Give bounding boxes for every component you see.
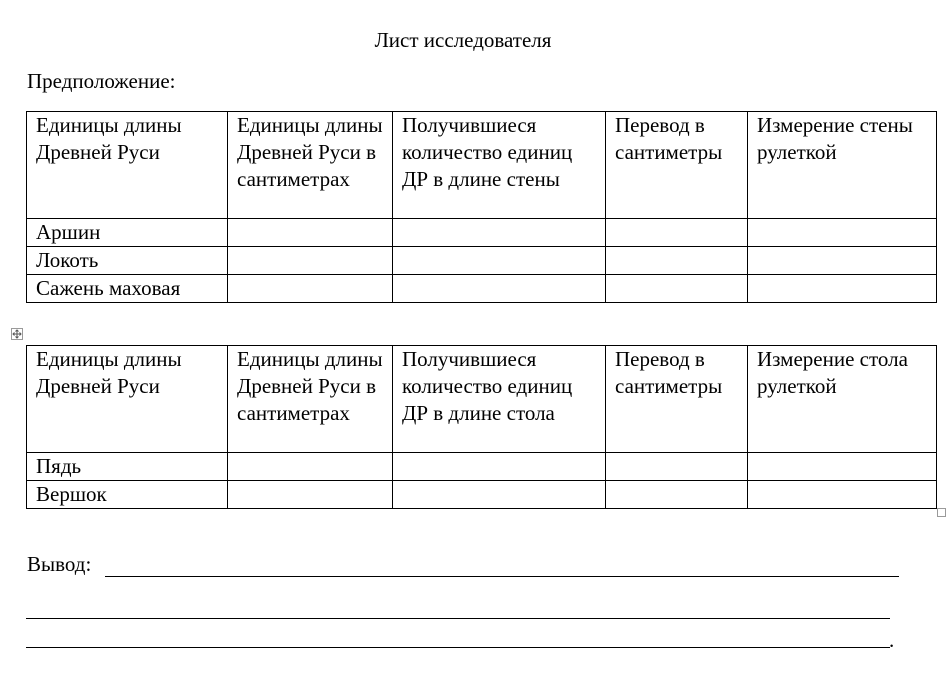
table-cell[interactable] xyxy=(748,481,937,509)
table-cell[interactable] xyxy=(393,481,606,509)
table-cell[interactable] xyxy=(393,219,606,247)
hypothesis-label: Предположение: xyxy=(27,69,176,93)
table-cell[interactable] xyxy=(228,247,393,275)
table-cell[interactable] xyxy=(748,453,937,481)
unit-name-cell[interactable]: Сажень маховая xyxy=(27,275,228,303)
table-cell[interactable] xyxy=(748,275,937,303)
table-row xyxy=(27,481,937,509)
table-header-row xyxy=(27,346,937,453)
conclusion-line-3 xyxy=(26,647,890,648)
header-cell: Перевод в сантиметры xyxy=(606,112,748,219)
conclusion-label: Вывод: xyxy=(27,552,92,576)
move-arrows-icon xyxy=(12,329,22,339)
table-cell[interactable] xyxy=(228,481,393,509)
table-cell[interactable] xyxy=(228,219,393,247)
header-cell: Получившиеся количество единиц ДР в длине стены xyxy=(393,112,606,219)
table-move-handle-icon[interactable] xyxy=(11,328,23,340)
table-cell[interactable] xyxy=(228,453,393,481)
table-header-row xyxy=(27,112,937,219)
table-cell[interactable] xyxy=(228,275,393,303)
table-cell[interactable] xyxy=(748,219,937,247)
table-cell[interactable] xyxy=(393,453,606,481)
header-cell: Перевод в сантиметры xyxy=(606,346,748,453)
table-measurement-table xyxy=(26,345,937,509)
end-period: . xyxy=(889,628,895,652)
table-row xyxy=(27,275,937,303)
header-cell: Измерение стола рулеткой xyxy=(748,346,937,453)
table-cell[interactable] xyxy=(606,453,748,481)
unit-name-cell[interactable]: Локоть xyxy=(27,247,228,275)
table-cell[interactable] xyxy=(606,247,748,275)
page-title: Лист исследователя xyxy=(374,28,552,52)
table-cell[interactable] xyxy=(393,247,606,275)
table-cell[interactable] xyxy=(606,481,748,509)
header-cell: Единицы длины Древней Руси xyxy=(27,346,228,453)
header-cell: Измерение стены рулеткой xyxy=(748,112,937,219)
table-cell[interactable] xyxy=(393,275,606,303)
unit-name-cell[interactable]: Пядь xyxy=(27,453,228,481)
table-cell[interactable] xyxy=(606,219,748,247)
table-cell[interactable] xyxy=(748,247,937,275)
header-cell: Единицы длины Древней Руси в сантиметрах xyxy=(228,346,393,453)
conclusion-line-2 xyxy=(26,618,890,619)
table-cell[interactable] xyxy=(606,275,748,303)
table-row xyxy=(27,453,937,481)
table-row xyxy=(27,219,937,247)
header-cell: Получившиеся количество единиц ДР в длине стола xyxy=(393,346,606,453)
unit-name-cell[interactable]: Аршин xyxy=(27,219,228,247)
unit-name-cell[interactable]: Вершок xyxy=(27,481,228,509)
table-row xyxy=(27,247,937,275)
header-cell: Единицы длины Древней Руси xyxy=(27,112,228,219)
header-cell: Единицы длины Древней Руси в сантиметрах xyxy=(228,112,393,219)
wall-measurement-table xyxy=(26,111,937,303)
conclusion-line-1 xyxy=(105,576,899,577)
resize-square-icon[interactable] xyxy=(937,508,946,517)
